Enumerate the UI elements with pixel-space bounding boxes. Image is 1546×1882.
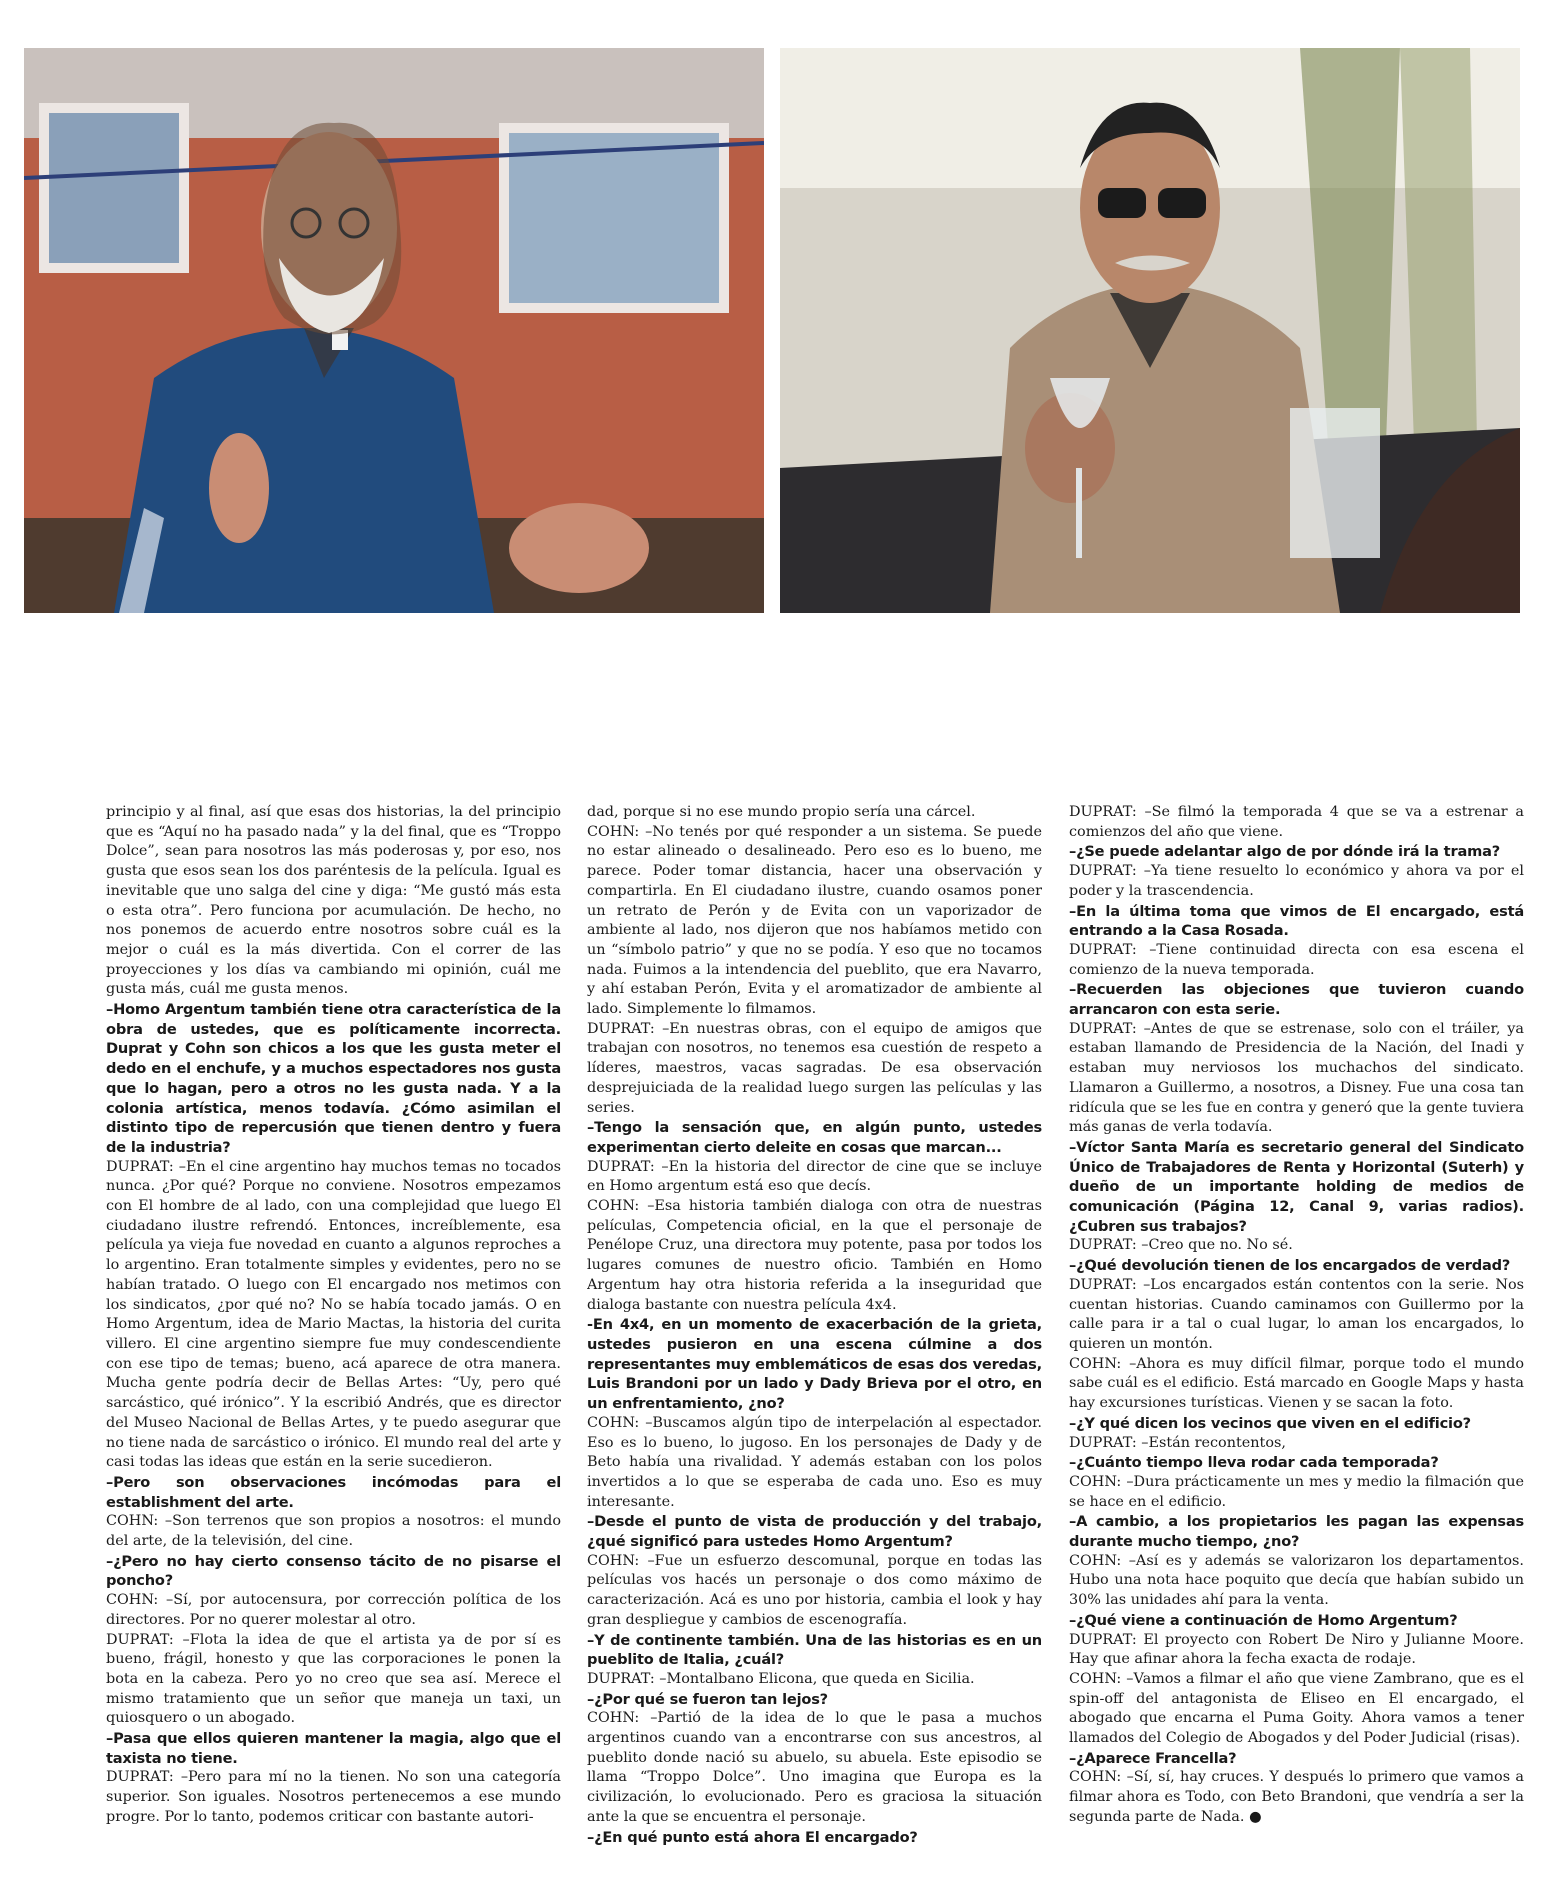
interview-question: –¿Qué devolución tienen de los encargados de verdad? bbox=[1069, 1257, 1511, 1275]
interview-question: –Víctor Santa María es secretario general del Sindicato Único de Trabajadores de Renta y Horizontal (Suterh) y dueño de un importante holding de medios de comunicación (Página 12, Canal 9, varias radios). ¿Cubren sus trabajos? bbox=[1069, 1138, 1524, 1235]
interview-answer: DUPRAT: –Los encargados están contentos con la serie. Nos cuentan historias. Cuando caminamos con Guillermo por la calle para ir a tal o cual lugar, lo aman los encargados, lo quieren un montón. bbox=[1069, 1276, 1524, 1352]
interview-answer: DUPRAT: –Ya tiene resuelto lo económico y ahora va por el poder y la trascendencia. bbox=[1069, 863, 1524, 899]
interview-answer: COHN: –Buscamos algún tipo de interpelación al espectador. Eso es lo bueno, lo jugoso. En los personajes de Dady y de Beto había una rivalidad. Y además estaban con los polos invertidos a lo que se esperaba de cada uno. Eso es muy interesante. bbox=[587, 1414, 1042, 1510]
interview-answer: dad, porque si no ese mundo propio sería una cárcel. bbox=[587, 804, 976, 820]
interview-answer: DUPRAT: –En el cine argentino hay muchos temas no tocados nunca. ¿Por qué? Porque no conviene. Nosotros empezamos con El hombre de al lado, con una complejidad que luego El ciudadano ilustre refrendó. Entonces, increíblemente, esa película ya vieja fue novedad en cuanto a algunos reproches a lo argentino. Eran totalmente simples y evidentes, pero no se habían tratado. O luego con El encargado nos metimos con los sindicatos, ¿por qué no? No se había tocado jamás. O en Homo Argentum, idea de Mario Mactas, la historia del curita villero. El cine argentino siempre fue muy condescendiente con ese tipo de temas; bueno, acá aparece de otra manera. Mucha gente podría decir de Bellas Artes: “Uy, pero qué sarcástico, qué irónico”. Y la escribió Andrés, que es director del Museo Nacional de Bellas Artes, y te puedo asegurar que no tiene nada de sarcástico o irónico. El mundo real del arte y casi todas las ideas que están en la serie sucedieron. bbox=[106, 1158, 561, 1471]
interview-answer: COHN: –Sí, por autocensura, por corrección política de los directores. Por no querer molestar al otro. bbox=[106, 1592, 561, 1628]
interview-question: –¿Aparece Francella? bbox=[1069, 1749, 1237, 1767]
article-column-1 bbox=[106, 803, 561, 1873]
interview-answer: DUPRAT: –En la historia del director de cine que se incluye en Homo argentum está eso que decís. bbox=[587, 1158, 1042, 1195]
interview-answer: DUPRAT: –Están recontentos, bbox=[1069, 1434, 1286, 1451]
interview-answer: DUPRAT: El proyecto con Robert De Niro y Julianne Moore. Hay que afinar ahora la fecha exacta de rodaje. bbox=[1069, 1631, 1524, 1668]
interview-answer: DUPRAT: –En nuestras obras, con el equipo de amigos que trabajan con nosotros, no tenemos esa cuestión de respeto a líderes, maestros, vacas sagradas. De esa observación desprejuiciada de la realidad luego surgen las películas y las series. bbox=[587, 1020, 1042, 1116]
interview-question: –Pero son observaciones incómodas para el establishment del arte. bbox=[106, 1473, 561, 1511]
interview-question: –Recuerden las objeciones que tuvieron cuando arrancaron con esta serie. bbox=[1069, 981, 1524, 1019]
interview-question: –¿Qué viene a continuación de Homo Argentum? bbox=[1069, 1611, 1458, 1629]
interview-answer: DUPRAT: –Creo que no. No sé. bbox=[1069, 1237, 1293, 1254]
interview-answer: COHN: –Sí, sí, hay cruces. Y después lo primero que vamos a filmar ahora es Todo, con Beto Brandoni, que vendría a ser la segunda parte de Nada. ● bbox=[1069, 1769, 1524, 1825]
photo-priest-image bbox=[24, 48, 764, 613]
interview-question: –¿Pero no hay cierto consenso tácito de no pisarse el poncho? bbox=[106, 1552, 561, 1590]
article-column-3 bbox=[1069, 803, 1524, 1873]
photo-man-image bbox=[780, 48, 1520, 613]
interview-question: –Desde el punto de vista de producción y del trabajo, ¿qué significó para ustedes Homo Argentum? bbox=[587, 1513, 1042, 1551]
interview-answer: COHN: –Ahora es muy difícil filmar, porque todo el mundo sabe cuál es el edificio. Está marcado en Google Maps y hasta hay excursiones turísticas. Vienen y se sacan la foto. bbox=[1069, 1355, 1524, 1412]
interview-question: -En 4x4, en un momento de exacerbación de la grieta, ustedes pusieron en una escena cúlmine a dos representantes muy emblemáticos de esas dos veredas, Luis Brandoni por un lado y Dady Brieva por el otro, en un enfrentamiento, ¿no? bbox=[587, 1316, 1042, 1413]
interview-answer: DUPRAT: –Se filmó la temporada 4 que se va a estrenar a comienzos del año que viene. bbox=[1069, 804, 1524, 840]
interview-answer: COHN: –Dura prácticamente un mes y medio la filmación que se hace en el edificio. bbox=[1069, 1473, 1524, 1510]
interview-question: –¿Y qué dicen los vecinos que viven en el edificio? bbox=[1069, 1414, 1471, 1432]
interview-question: –¿Cuánto tiempo lleva rodar cada temporada? bbox=[1069, 1454, 1439, 1472]
interview-answer: DUPRAT: –Antes de que se estrenase, solo con el tráiler, ya estaban llamando de Presidencia de la Nación, del Inadi y estaban muy nerviosos los muchachos del sindicato. Llamaron a Guillermo, a nosotros, a Disney. Fue una cosa tan ridícula que se les fue en contra y generó que la gente tuviera más ganas de verla todavía. bbox=[1069, 1020, 1524, 1136]
interview-question: –A cambio, a los propietarios les pagan las expensas durante mucho tiempo, ¿no? bbox=[1069, 1513, 1524, 1551]
interview-answer: DUPRAT: –Montalbano Elicona, que queda en Sicilia. bbox=[587, 1670, 975, 1687]
interview-answer: COHN: –No tenés por qué responder a un sistema. Se puede no estar alineado o desalineado. Pero eso es lo bueno, me parece. Poder tomar distancia, hacer una observación y compartirla. En El ciudadano ilustre, cuando osamos poner un retrato de Perón y de Evita con un vaporizador de ambiente al lado, nos dijeron que nos habíamos metido con un “símbolo patrio” y que no se podía. Y eso que no tocamos nada. Fuimos a la intendencia del pueblito, que era Navarro, y ahí estaban Perón, Evita y el aromatizador de ambiente al lado. Simplemente lo filmamos. bbox=[587, 823, 1042, 1018]
interview-answer: DUPRAT: –Flota la idea de que el artista ya de por sí es bueno, frágil, honesto y que las corporaciones le ponen la bota en la cabeza. Pero yo no creo que sea así. Merece el mismo tratamiento que un señor que maneja un taxi, un quiosquero o un abogado. bbox=[106, 1631, 561, 1727]
interview-question: –Tengo la sensación que, en algún punto, ustedes experimentan cierto deleite en cosas que marcan... bbox=[587, 1119, 1042, 1156]
interview-answer: principio y al final, así que esas dos historias, la del principio que es “Aquí no ha pasado nada” y la del final, que es “Troppo Dolce”, sean para nosotros las más poderosas y, por eso, nos gusta que esos sean los dos paréntesis de la película. Igual es inevitable que uno salga del cine y diga: “Me gustó más esta o esta otra”. Pero funciona por acumulación. De hecho, no nos ponemos de acuerdo entre nosotros sobre cuál es la mejor o cuál es la más divertida. Con el correr de las proyecciones y los días va cambiando mi opinión, cuál me gusta más, cuál me gusta menos. bbox=[106, 804, 561, 998]
interview-answer: DUPRAT: –Tiene continuidad directa con esa escena el comienzo de la nueva temporada. bbox=[1069, 941, 1524, 978]
interview-answer: COHN: –Esa historia también dialoga con otra de nuestras películas, Competencia oficial, en la que el personaje de Penélope Cruz, una directora muy potente, pasa por todos los lugares comunes de nuestro oficio. También en Homo Argentum hay otra historia referida a la inseguridad que dialoga bastante con nuestra película 4x4. bbox=[587, 1198, 1042, 1313]
interview-answer: COHN: –Fue un esfuerzo descomunal, porque en todas las películas vos hacés un personaje o dos como máximo de caracterización. Acá es uno por historia, cambia el look y hay gran despliegue y cambios de escenografía. bbox=[587, 1552, 1042, 1628]
interview-question: –¿Por qué se fueron tan lejos? bbox=[587, 1690, 828, 1708]
interview-answer: COHN: –Vamos a filmar el año que viene Zambrano, que es el spin-off del antagonista de Eliseo en El encargado, el abogado que encarna el Puma Goity. Ahora vamos a tener llamados del Colegio de Abogados y del Poder Judicial (risas). bbox=[1069, 1670, 1524, 1747]
interview-question: –En la última toma que vimos de El encargado, está entrando a la Casa Rosada. bbox=[1069, 902, 1524, 940]
photo-man-sunglasses bbox=[780, 48, 1520, 613]
interview-answer: DUPRAT: –Pero para mí no la tienen. No son una categoría superior. Son iguales. Nosotros pertenecemos a ese mundo progre. Por lo tanto, podemos criticar con bastante autori- bbox=[106, 1769, 561, 1825]
interview-question: –¿Se puede adelantar algo de por dónde irá la trama? bbox=[1069, 843, 1501, 861]
interview-answer: COHN: –Así es y además se valorizaron los departamentos. Hubo una nota hace poquito que decía que habían subido un 30% las unidades ahí para la venta. bbox=[1069, 1552, 1524, 1609]
interview-question: –Homo Argentum también tiene otra característica de la obra de ustedes, que es políticamente incorrecta. Duprat y Cohn son chicos a los que les gusta meter el dedo en el enchufe, y a muchos espectadores nos gusta que lo hagan, pero a otros no les gusta nada. Y a la colonia artística, menos todavía. ¿Cómo asimilan el distinto tipo de repercusión que tienen dentro y fuera de la industria? bbox=[106, 1001, 561, 1156]
article-column-2 bbox=[587, 803, 1042, 1873]
interview-answer: COHN: –Partió de la idea de lo que le pasa a muchos argentinos cuando van a encontrarse con sus ancestros, al pueblito donde nació su abuelo, su abuela. Este episodio se llama “Troppo Dolce”. Uno imagina que Europa es la civilización, lo evolucionado. Pero es graciosa la situación ante la que se encuentra el personaje. bbox=[587, 1710, 1042, 1825]
interview-question: –Y de continente también. Una de las historias es en un pueblito de Italia, ¿cuál? bbox=[587, 1631, 1042, 1669]
interview-answer: COHN: –Son terrenos que son propios a nosotros: el mundo del arte, de la televisión, del cine. bbox=[106, 1513, 561, 1550]
interview-question: –Pasa que ellos quieren mantener la magia, algo que el taxista no tiene. bbox=[106, 1730, 561, 1767]
photo-priest bbox=[24, 48, 764, 613]
interview-question: –¿En qué punto está ahora El encargado? bbox=[587, 1828, 918, 1846]
